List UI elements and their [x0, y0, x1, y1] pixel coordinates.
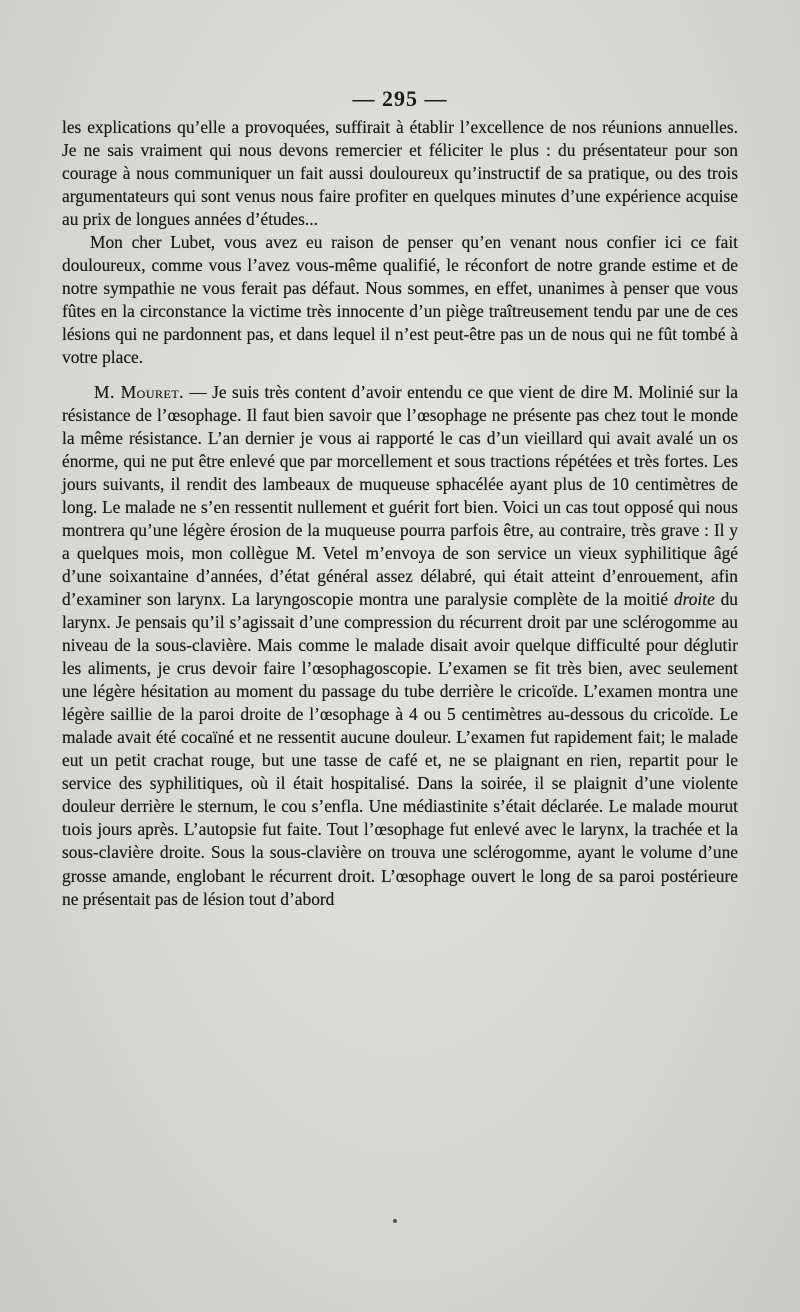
page-number: — 295 —	[352, 86, 448, 111]
paragraph-lubet: Mon cher Lubet, vous avez eu raison de penser qu’en venant nous confier ici ce fait douloureux, comme vous l’avez vous-même qualifié, le réconfort de notre grande estime et de notre sympathie ne vous ferait pas défaut. Nous sommes, en effet, unanimes à penser que vous fûtes en la circonstance la victime très innocente d’un piège traîtreusement tendu par une de ces lésions qui ne pardonnent pas, et dans lequel il n’est peut-être pas un de nous qui ne fût tombé à votre place.	[62, 232, 738, 368]
speech-italic-word: droite	[673, 588, 715, 609]
speaker-name: M. Mouret.	[94, 381, 184, 402]
print-speck	[393, 1219, 397, 1223]
speech-text-part-2: du larynx. Je pensais qu’il s’agissait d’une compression du récurrent droit par une sclérogomme au niveau de la sous-clavière. Mais comme le malade disait avoir quelque difficulté pour déglutir les aliments, je crus devoir faire l’œsophagoscopie. L’examen se fit très bien, avec seulement une légère hésitation au moment du passage du tube derrière le cricoïde. L’examen montra une légère saillie de la paroi droite de l’œsophage à 4 ou 5 centimètres au-dessous du cricoïde. Le malade avait été cocaïné et ne ressentit aucune douleur. L’examen fut rapidement fait; le malade eut un petit crachat rouge, but une tasse de café et, ne se plaignant en rien, repartit pour le service des syphilitiques, où il était hospitalisé. Dans la soirée, il se plaignit d’une violente douleur derrière le sternum, le cou s’enfla. Une médiastinite s’était déclarée. Le malade mourut tıois jours après. L’autopsie fut faite. Tout l’œsophage fut enlevé avec le larynx, la trachée et la sous-clavière droite. Sous la sous-clavière on trouva une sclérogomme, ayant le volume d’une grosse amande, englobant le récurrent droit. L’œsophage ouvert le long de sa paroi postérieure ne présentait pas de lésion tout d’abord	[62, 588, 738, 909]
paragraph-mouret	[62, 381, 738, 911]
speech-text-part-1: — Je suis très content d’avoir entendu ce que vient de dire M. Molinié sur la résistance de l’œsophage. Il faut bien savoir que l’œsophage ne présente pas chez tout le monde la même résistance. L’an dernier je vous ai rapporté le cas d’un vieillard qui avait avalé un os énorme, qui ne put être enlevé que par morcellement et sous tractions répétées et très fortes. Les jours suivants, il rendit des lambeaux de muqueuse sphacélée ayant plus de 10 centimètres de long. Le malade ne s’en ressentit nullement et guérit fort bien. Voici un cas tout opposé qui nous montrera qu’une légère érosion de la muqueuse pourra parfois être, au contraire, très grave : Il y a quelques mois, mon collègue M. Vetel m’envoya de son service un vieux syphilitique âgé d’une soixantaine d’années, d’état général assez délabré, qui était atteint d’enrouement, afin d’examiner son larynx. La laryngoscopie montra une paralysie complète de la moitié	[62, 381, 738, 609]
paragraph-continued: les explications qu’elle a provoquées, suffirait à établir l’excellence de nos réunions annuelles. Je ne sais vraiment qui nous devons remercier et féliciter le plus : du présentateur pour son courage à nous communiquer un fait aussi douloureux qu’instructif de sa pratique, ou des trois argumentateurs qui sont venus nous faire profiter en quelques minutes d’une expérience acquise au prix de longues années d’études...	[62, 117, 738, 230]
